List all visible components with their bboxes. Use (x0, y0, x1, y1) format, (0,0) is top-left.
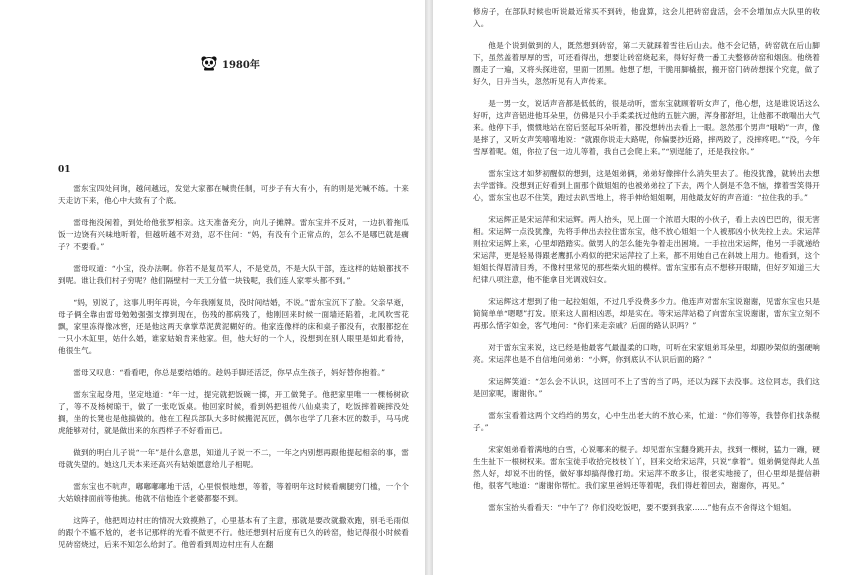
paragraph: 雷东宝看着这两个文绉绉的男女，心中生出老大的不放心来，忙道：“你们等等，我替你们找条棍子。” (473, 411, 820, 432)
paragraph: 宋家姐弟看着满地的白雪，心说哪来的棍子。却见雷东宝翻身跳开去，找到一棵树，猛力一蹦，硬生生扯下一根树权来。雷东宝徒手收拾完枝枝丫丫，回来交给宋运萍，只说“拿着”。姐弟俩觉得此人虽然人好，却说不出的怪，做好事却搞得像打劫。宋运萍不敢多让，很老实地接了，但心里却是提信耕他，很客气地道：“谢谢你帮忙。我们家里爸妈还等着呢，我们得赶着回去，谢谢你，再见。” (473, 445, 820, 490)
paragraph: 做到的明白儿子说“一年”是什么意思，知道儿子说一不二，一年之内别想再跟他提起相亲的事，雷母就失望的。她这几天本来还高兴有姑娘愿意给儿子相呢。 (58, 448, 409, 469)
paragraph: 对于雷东宝来说，这已经是他最客气最温柔的口吻，可听在宋家姐弟耳朵里，却跟吵架似的强硬响亮。宋运萍也是不自信地问弟弟：“小辉，你到底认不认识后面的路？” (473, 343, 820, 364)
paragraph: 雷母又叹息：“看看吧，你总是要结婚的。趁妈手脚还活泛，你早点生孩子，妈好替你抱着。” (73, 368, 386, 377)
paragraph: “妈，别说了，这事儿明年再说，今年我刚复员，没时间结婚，不说。”雷东宝沉下了脸。父亲早逝，母子俩全靠由雷母勉勉强强支撑到现在，伤残的都病残了，他刚回来时候一面墙还陷着，北风吹雪花飘，家里冻得像冰窖，还是他这两天拿掌草泥黄泥糊好的。他家连像样的床和桌子都没有，衣服都挖在一只小木缸里，姑什么婚，谁家姑娘肯来他家。但，他大好的一个人，没想到在别人眼里是如此看待，他很生气。 (58, 298, 409, 355)
paragraph: 这阵子，他把周边村庄的情况大致摸熟了，心里基本有了主意，那就是要改就撒欢跑，别毛毛雨似的跟个不尴不尬的，老书记那样的光看不做更不行。他还想到村后度有已久的砖窑，他记得很小时候看见砖窑烧过，后来不知怎么给封了。他曾看到周边村庄有人在翻 (58, 516, 409, 549)
left-body-text (58, 183, 409, 561)
paragraph: 雷东宝四处问询，越问越远，发觉大家都在喊贵任制，可步子有大有小，有的则是光喊不练。十来天走访下来，他心中大致有了个底。 (58, 184, 409, 205)
paragraph: 宋运辉笑道：“怎么会不认识，这回可不上了雪的当了吗，还以为踩下去没事。这位同志，我们这是回家呢，谢谢你。” (473, 377, 820, 398)
paragraph: 宋运辉这才想到了他一起拉姐姐，不过几乎没费多少力。他连声对雷东宝说谢谢，见雷东宝也只是简简单单“嗯嗯”打发。原来这人面相凶恶，却是实在。等宋运萍站稳了向雷东宝说谢谢，雷东宝立刻不再那么惜字如金，客气地问：“你们来走亲戚？后面的路认识吗？” (473, 297, 820, 330)
page-gutter (425, 0, 433, 575)
section-number: 01 (58, 165, 71, 175)
paragraph: 雷东宝也不吭声，嘟嘟嘟嘟地干活，心里恨恨地想，等着，等着明年这时候看瘸腿穷门槛，一个个大姑娘排面前等他挑。他就不信他连个老婆都娶不到。 (58, 482, 409, 503)
right-body-text (473, 6, 820, 524)
chapter-title: 1980年 (222, 59, 260, 71)
paragraph: 他是个说到做到的人，既然想到砖窑，第二天就踩着雪往后山去。他不会记错，砖窑就在后山脚下，虽然盖着厚厚的雪，可还看得出，想要让砖窑烧起来，得好好费一番工夫整修砖窑和烟囱。他绕着圈走了一遍，又将头探进窑，里面一团黑。他想了想，干脆用脚橇抿，搬开窑门砖砖想探个究竟，做了好久，日升当头，忽然听见有人声传来。 (473, 41, 820, 86)
left-page (0, 0, 425, 575)
chapter-heading (200, 55, 260, 71)
paragraph: 宋运辉正是宋运萍和宋运辉。两人抬头，见上面一个浓眉大眼的小伙子，看上去凶巴巴的，很无害相。宋运辉一点没犹豫，先将手伸出去拉住雷东宝，他不放心姐姐一个人被那凶小伙先拉上去。宋运萍则拉宋运辉上来，心里却踏踏实。做男人的怎么能先争着走出困境。一手拉出宋运辉，他另一手就递给宋运萍，更是轻易得跟老鹰抓小鸡似的把宋运萍拉了上来，都不用她自己在斜坡上用力。他看到，这个姐姐长得眉清目秀，不像村里常见的那些柴火妞的模样。雷东宝那有点不想移开眼睛，但好歹知道三大纪律八项注意，他不能拿目光调戏妇女。 (473, 215, 820, 284)
paragraph: 雷东宝抬头看看天：“中午了？你们没吃饭吧，要不要到我家……”他有点不舍得这个姐姐。 (488, 503, 797, 512)
panda-icon (200, 55, 218, 71)
paragraph: 雷东宝这才如梦初醒似的想到，这是姐弟俩，弟弟好像摔什么消失里去了。他没犹豫，就转出去想去学雷锋。没想到正好看到上面那个做姐姐的也被弟弟拉了下去，两个人倒是不急不恼，撑着雪笑得开心，雷东宝也忍不住笑，跑过去趴雪地上，将手伸给姐姐啊，用他最友好的声音道：“拉住我的手。” (473, 169, 820, 202)
paragraph: 雷母拖没闲着，到处给他张罗相亲。这天准备充分，向儿子摊牌。雷东宝并不反对，一边扒着拖瓜饭一边饶有兴味地听着，但越听越不对劲，忍不住问：“妈，有没有个正常点的，怎么不是哪巴就是瘸子？不要看。” (58, 218, 409, 251)
paragraph: 雷母叹道：“小宝，没办法啊。你若不是复员军人，不是党员，不是大队干部，连这样的姑娘都找不到呢。谁让我们村子穷呢？他们隔壁村一天工分值一块钱呢，我们连人家零头都不到。” (58, 264, 409, 285)
paragraph: 是一男一女，说话声音都是低低的，很是动听，雷东宝就顾着听女声了，他心想，这是谁说话这么好听，这声音铝进他耳朵里，仿佛是只小手柔柔抚过他的五脏六腑，浑身都舒坦，让他都不敢喘出大气来。他停下手，惯惯地站在窑后竖起耳朵听着，都没想转出去看上一眼。忽然那个男声“哦哟”一声，像是摔了，又听女声笑嘻嘻地说：“就跟你说走大路呢，你偏要抄近路，摔两跤了，没摔疼吧。”“没，今年雪厚着呢。姐，你拉了包一边儿等着，我自己会爬上来。”“别逞能了，还是我拉你。” (473, 99, 820, 156)
right-page (433, 0, 860, 575)
paragraph: 雷东宝起身甩，坚定地道：“年一过，提完就把饭碗一掷，开工做凳子。他把家里唯一一棵杨树砍了，等不及杨树晾干，做了一张吃饭桌。他回家时候，看到妈把祖传八仙桌卖了，吃饭摔着碗摔没处搁，坐的长凳也是他搞做的。他在工程兵部队大多时候搬泥瓦匠，偶尔也学了几套木匠的数手，马马虎虎能够对付，就是做出来的东西样子不好看而已。 (58, 390, 409, 435)
paragraph: 修房子，在部队时候也听说最近常买不到砖，他盘算，这会儿把砖窑盘活，会不会增加点大队里的收入。 (473, 7, 820, 28)
